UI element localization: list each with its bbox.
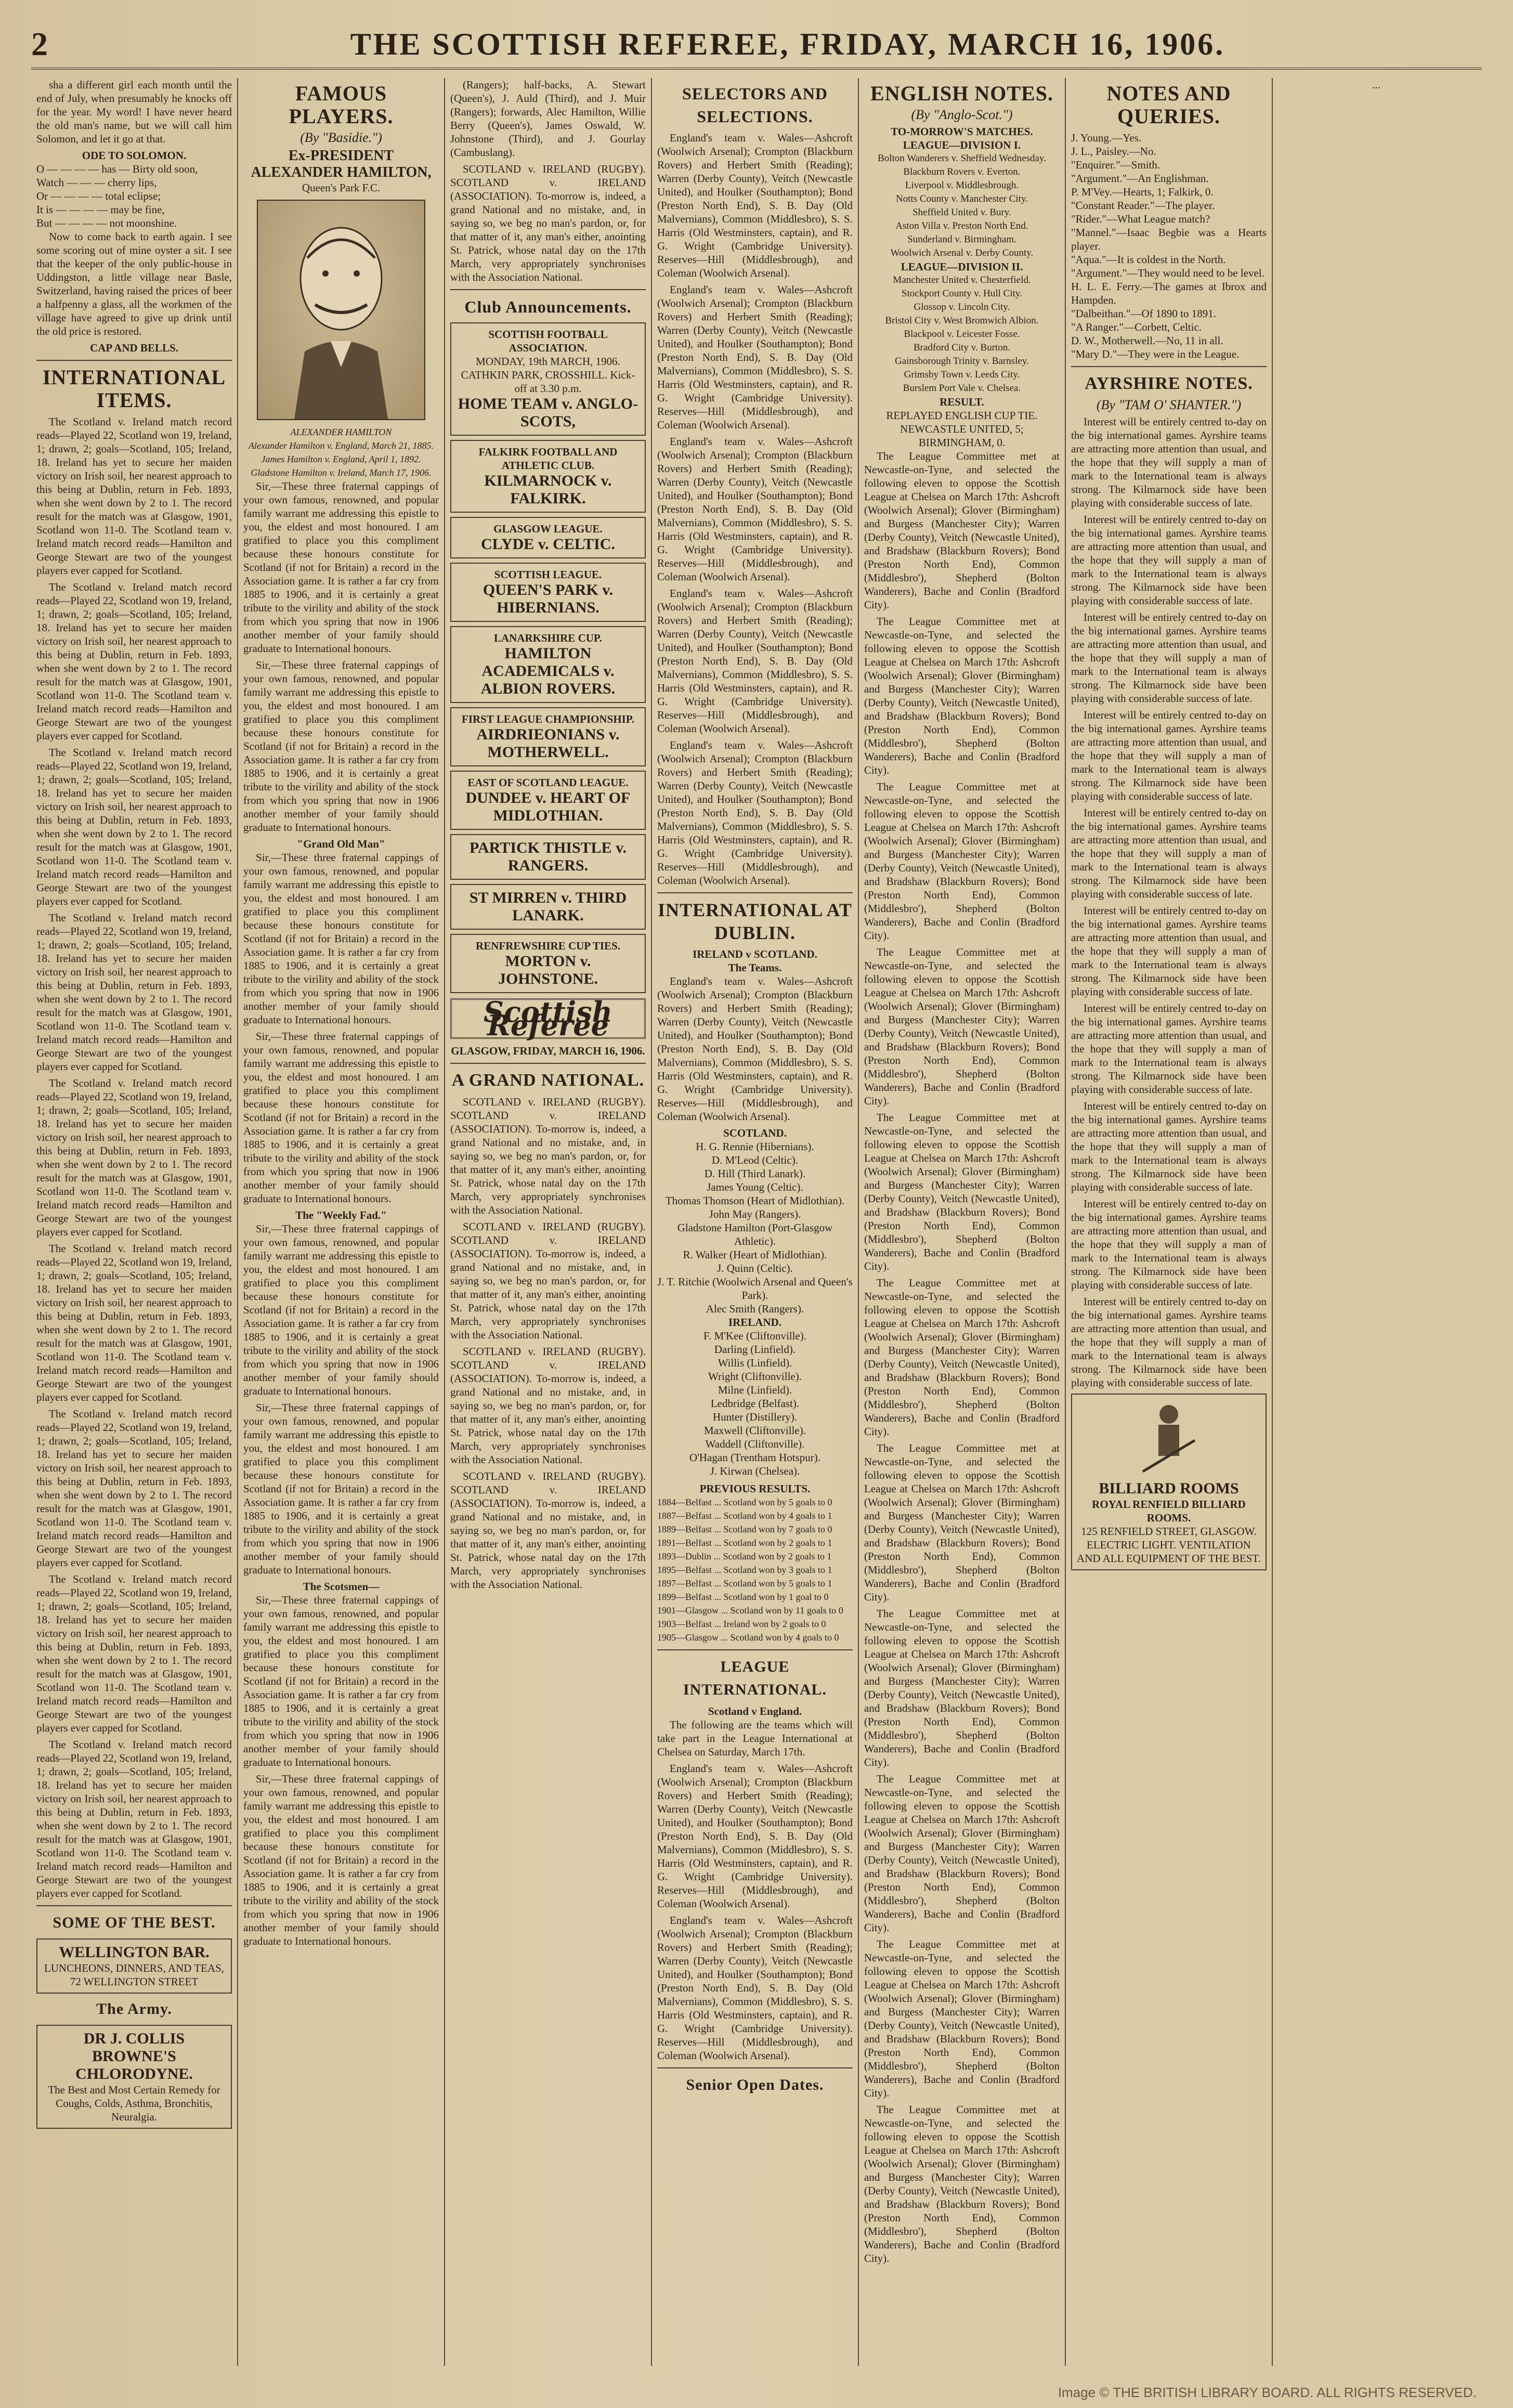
divider	[36, 1905, 232, 1906]
org-name: FALKIRK FOOTBALL AND ATHLETIC CLUB.	[478, 446, 618, 472]
article-text: The League Committee met at Newcastle-on-Tyne, and selected the following eleven to oppose the Scottish League at Chelsea on March 17th: Ashcroft (Woolwich Arsenal); Glover (Birmingham) and Burgess (Manchester City); Warren (Derby County), Veitch (Newcastle United), and Bradshaw (Blackburn Rovers); Bond (Preston North End), Common (Middlesbro'), Shepherd (Bolton Wanderers), Bache and Conlin (Bradford City).	[864, 1111, 1060, 1272]
divider	[450, 1063, 646, 1064]
article-text: Sir,—These three fraternal cappings of your own famous, renowned, and popular family warrant me addressing this epistle to you, the eldest and most honoured. I am gratified to place you this compliment because these honours constitute for Scotland (if not for Britain) a record in the Association game. It is rather a far cry from 1885 to 1906, and it is certainly a great tribute to the virility and ability of the stock from which you spring that now in 1906 another member of your family should graduate to International honours.	[243, 480, 439, 655]
team-member: Gladstone Hamilton (Port-Glasgow Athletic).	[677, 1221, 833, 1247]
fixture: Manchester United v. Chesterfield.	[893, 275, 1031, 285]
team-member: Ledbridge (Belfast).	[710, 1397, 800, 1410]
article-text: The League Committee met at Newcastle-on-Tyne, and selected the following eleven to oppose the Scottish League at Chelsea on March 17th: Ashcroft (Woolwich Arsenal); Glover (Birmingham) and Burgess (Manchester City); Warren (Derby County), Veitch (Newcastle United), and Bradshaw (Blackburn Rovers); Bond (Preston North End), Common (Middlesbro'), Shepherd (Bolton Wanderers), Bache and Conlin (Bradford City).	[864, 946, 1060, 1107]
ad-text: 125 RENFIELD STREET, GLASGOW. ELECTRIC LIGHT. VENTILATION AND ALL EQUIPMENT OF THE BEST.	[1077, 1525, 1261, 1565]
article-text: Sir,—These three fraternal cappings of your own famous, renowned, and popular family warrant me addressing this epistle to you, the eldest and most honoured. I am gratified to place you this compliment because these honours constitute for Scotland (if not for Britain) a record in the Association game. It is rather a far cry from 1885 to 1906, and it is certainly a great tribute to the virility and ability of the stock from which you spring that now in 1906 another member of your family should graduate to International honours.	[243, 851, 439, 1026]
article-text: SCOTLAND v. IRELAND (RUGBY). SCOTLAND v. IRELAND (ASSOCIATION). To-morrow is, indeed, a grand National and no mistake, and, in saying so, we beg no man's pardon, or, for that matter of it, any man's either, anointing St. Patrick, whose natal day on the 17th March, very appropriately synchronises with the Association National.	[450, 1096, 646, 1216]
result-row: 1901—Glasgow ... Scotland won by 11 goals to 0	[657, 1605, 843, 1616]
match-title: HAMILTON ACADEMICALS v. ALBION ROVERS.	[480, 645, 616, 697]
team-label: SCOTLAND.	[723, 1127, 787, 1139]
query-item: "Rider."—What League match?	[1071, 213, 1210, 225]
result-row: 1891—Belfast ... Scotland won by 2 goals to 1	[657, 1538, 832, 1548]
article-text: Sir,—These three fraternal cappings of your own famous, renowned, and popular family warrant me addressing this epistle to you, the eldest and most honoured. I am gratified to place you this compliment because these honours constitute for Scotland (if not for Britain) a record in the Association game. It is rather a far cry from 1885 to 1906, and it is certainly a great tribute to the virility and ability of the stock from which you spring that now in 1906 another member of your family should graduate to International honours.	[243, 1222, 439, 1397]
advertisement	[36, 2025, 232, 2129]
column-2	[238, 78, 445, 2366]
masthead	[31, 21, 1482, 70]
result-row: 1887—Belfast ... Scotland won by 4 goals to 1	[657, 1511, 832, 1521]
article-text: Sir,—These three fraternal cappings of your own famous, renowned, and popular family warrant me addressing this epistle to you, the eldest and most honoured. I am gratified to place you this compliment because these honours constitute for Scotland (if not for Britain) a record in the Association game. It is rather a far cry from 1885 to 1906, and it is certainly a great tribute to the virility and ability of the stock from which you spring that now in 1906 another member of your family should graduate to International honours.	[243, 1773, 439, 1947]
ode-line: But — — — — not moonshine.	[36, 217, 177, 229]
article-text: The League Committee met at Newcastle-on-Tyne, and selected the following eleven to oppose the Scottish League at Chelsea on March 17th: Ashcroft (Woolwich Arsenal); Glover (Birmingham) and Burgess (Manchester City); Warren (Derby County), Veitch (Newcastle United), and Bradshaw (Blackburn Rovers); Bond (Preston North End), Common (Middlesbro'), Shepherd (Bolton Wanderers), Bache and Conlin (Bradford City).	[864, 1938, 1060, 2099]
match-title: PARTICK THISTLE v. RANGERS.	[469, 839, 627, 874]
column-4	[652, 78, 859, 2366]
article-text: Sir,—These three fraternal cappings of your own famous, renowned, and popular family warrant me addressing this epistle to you, the eldest and most honoured. I am gratified to place you this compliment because these honours constitute for Scotland (if not for Britain) a record in the Association game. It is rather a far cry from 1885 to 1906, and it is certainly a great tribute to the virility and ability of the stock from which you spring that now in 1906 another member of your family should graduate to International honours.	[243, 1401, 439, 1576]
team-member: Willis (Linfield).	[718, 1357, 792, 1369]
match-title: CLYDE v. CELTIC.	[481, 536, 615, 553]
result-row: 1893—Dublin ... Scotland won by 2 goals to 1	[657, 1551, 832, 1561]
match-title: ST MIRREN v. THIRD LANARK.	[469, 889, 627, 924]
team-member: H. G. Rennie (Hibernians).	[696, 1140, 814, 1153]
match-title: HOME TEAM v. ANGLO-SCOTS,	[458, 395, 638, 430]
article-text: The League Committee met at Newcastle-on-Tyne, and selected the following eleven to oppose the Scottish League at Chelsea on March 17th: Ashcroft (Woolwich Arsenal); Glover (Birmingham) and Burgess (Manchester City); Warren (Derby County), Veitch (Newcastle United), and Bradshaw (Blackburn Rovers); Bond (Preston North End), Common (Middlesbro'), Shepherd (Bolton Wanderers), Bache and Conlin (Bradford City).	[864, 1442, 1060, 1603]
ode-line: It is — — — — may be fine,	[36, 203, 165, 216]
fixture: Grimsby Town v. Leeds City.	[904, 369, 1020, 380]
ad-title: DR J. COLLIS BROWNE'S CHLORODYNE.	[75, 2030, 193, 2082]
fixture: Blackpool v. Leicester Fosse.	[904, 329, 1020, 340]
advertisement	[36, 1938, 232, 1994]
article-text: The Scotland v. Ireland match record reads—Played 22, Scotland won 19, Ireland, 1; drawn, 2; goals—Scotland, 105; Ireland, 18. Ireland has yet to secure her maiden victory on Irish soil, her nearest approach to this being at Dublin, return in Feb. 1893, when she went down by 2 to 1. The record result for the match was at Glasgow, 1901, Scotland won 11-0. The Scotland team v. Ireland match record reads—Hamilton and George Stewart are two of the youngest players ever capped for Scotland.	[36, 1077, 232, 1238]
section-heading: A GRAND NATIONAL.	[451, 1071, 645, 1090]
team-member: Darling (Linfield).	[714, 1343, 796, 1356]
signoff: CAP AND BELLS.	[90, 342, 178, 354]
column-spill: ...	[1372, 79, 1380, 91]
paragraph: Now to come back to earth again. I see some scoring out of mine oyster a sit. I see that the keeper of the only public-house in Uddingston, a little village near Basle, Switzerland, having raised the prices of beer a halfpenny a glass, all the workmen of the village have agreed to give up drink until the old price is restored.	[36, 230, 232, 337]
article-text: England's team v. Wales—Ashcroft (Woolwich Arsenal); Crompton (Blackburn Rovers) and Herbert Smith (Reading); Warren (Derby County), Veitch (Newcastle United), and Houlker (Southampton); Bond (Preston North End), S. B. Day (Old Malvernians), Common (Middlesbro), S. S. Harris (Old Westminsters, captain), and R. G. Wright (Cambridge University). Reserves—Hill (Middlesbrough), and Coleman (Woolwich Arsenal).	[657, 1914, 853, 2062]
dateline: GLASGOW, FRIDAY, MARCH 16, 1906.	[451, 1045, 645, 1057]
article-text: Interest will be entirely centred to-day on the big international games. Ayrshire teams are attracting more attention than usual, and the hope that they will supply a man of mark to the International team is always strong. The Kilmarnock side have been playing with considerable success of late.	[1071, 1198, 1267, 1291]
fixture: Bradford City v. Burton.	[913, 342, 1011, 353]
article-text: The Scotland v. Ireland match record reads—Played 22, Scotland won 19, Ireland, 1; drawn, 2; goals—Scotland, 105; Ireland, 18. Ireland has yet to secure her maiden victory on Irish soil, her nearest approach to this being at Dublin, return in Feb. 1893, when she went down by 2 to 1. The record result for the match was at Glasgow, 1901, Scotland won 11-0. The Scotland team v. Ireland match record reads—Hamilton and George Stewart are two of the youngest players ever capped for Scotland.	[36, 1573, 232, 1734]
query-item: "Argument."—An Englishman.	[1071, 172, 1209, 185]
article-text: Interest will be entirely centred to-day on the big international games. Ayrshire teams are attracting more attention than usual, and the hope that they will supply a man of mark to the International team is always strong. The Kilmarnock side have been playing with considerable success of late.	[1071, 806, 1267, 900]
query-item: "Mannel."—Isaac Begbie was a Hearts player.	[1071, 226, 1267, 252]
fixture: Woolwich Arsenal v. Derby County.	[890, 248, 1034, 258]
divider	[450, 289, 646, 290]
org-name: FIRST LEAGUE CHAMPIONSHIP.	[462, 713, 634, 725]
team-member: John May (Rangers).	[709, 1208, 801, 1220]
section-heading: INTERNATIONAL AT DUBLIN.	[658, 900, 852, 943]
query-item: P. M'Vey.—Hearts, 1; Falkirk, 0.	[1071, 186, 1214, 198]
article-text: The Scotland v. Ireland match record reads—Played 22, Scotland won 19, Ireland, 1; drawn, 2; goals—Scotland, 105; Ireland, 18. Ireland has yet to secure her maiden victory on Irish soil, her nearest approach to this being at Dublin, return in Feb. 1893, when she went down by 2 to 1. The record result for the match was at Glasgow, 1901, Scotland won 11-0. The Scotland team v. Ireland match record reads—Hamilton and George Stewart are two of the youngest players ever capped for Scotland.	[36, 912, 232, 1073]
query-item: "Aqua."—It is coldest in the North.	[1071, 253, 1226, 266]
subheading: PREVIOUS RESULTS.	[699, 1482, 811, 1495]
club-name: Queen's Park F.C.	[302, 181, 381, 194]
query-item: "Mary D."—They were in the League.	[1071, 348, 1240, 360]
club-announcement	[450, 771, 646, 830]
article-text: The League Committee met at Newcastle-on-Tyne, and selected the following eleven to oppose the Scottish League at Chelsea on March 17th: Ashcroft (Woolwich Arsenal); Glover (Birmingham) and Burgess (Manchester City); Warren (Derby County), Veitch (Newcastle United), and Bradshaw (Blackburn Rovers); Bond (Preston North End), Common (Middlesbro'), Shepherd (Bolton Wanderers), Bache and Conlin (Bradford City).	[864, 1277, 1060, 1438]
subheading: LEAGUE—DIVISION II.	[901, 261, 1023, 273]
fixture: Notts County v. Manchester City.	[895, 193, 1028, 204]
section-heading: NOTES AND QUERIES.	[1106, 82, 1231, 128]
query-item: "Enquirer."—Smith.	[1071, 159, 1160, 171]
article-text: The League Committee met at Newcastle-on-Tyne, and selected the following eleven to oppose the Scottish League at Chelsea on March 17th: Ashcroft (Woolwich Arsenal); Glover (Birmingham) and Burgess (Manchester City); Warren (Derby County), Veitch (Newcastle United), and Bradshaw (Blackburn Rovers); Bond (Preston North End), Common (Middlesbro'), Shepherd (Bolton Wanderers), Bache and Conlin (Bradford City).	[864, 780, 1060, 942]
team-member: Wright (Cliftonville).	[708, 1370, 802, 1383]
subheading: The Teams.	[728, 961, 782, 974]
article-text: The following are the teams which will take part in the League International at Chelsea on Saturday, March 17th.	[657, 1719, 853, 1758]
divider	[36, 360, 232, 361]
match-detail: MONDAY, 19th MARCH, 1906. CATHKIN PARK, CROSSHILL. Kick-off at 3.30 p.m.	[461, 355, 635, 395]
ode-title: ODE TO SOLOMON.	[82, 149, 187, 162]
section-heading: ENGLISH NOTES.	[870, 82, 1053, 105]
result-row: 1905—Glasgow ... Scotland won by 4 goals to 0	[657, 1632, 839, 1643]
portrait-label: ALEXANDER HAMILTON	[290, 427, 392, 437]
article-text: The League Committee met at Newcastle-on-Tyne, and selected the following eleven to oppose the Scottish League at Chelsea on March 17th: Ashcroft (Woolwich Arsenal); Glover (Birmingham) and Burgess (Manchester City); Warren (Derby County), Veitch (Newcastle United), and Bradshaw (Blackburn Rovers); Bond (Preston North End), Common (Middlesbro'), Shepherd (Bolton Wanderers), Bache and Conlin (Bradford City).	[864, 2103, 1060, 2264]
fixture: Blackburn Rovers v. Everton.	[903, 166, 1021, 177]
page-number: 2	[31, 25, 48, 62]
team-member: J. Quinn (Celtic).	[717, 1262, 793, 1274]
column-7	[1273, 78, 1480, 2366]
subheading: "Grand Old Man"	[297, 838, 385, 850]
match-title: KILMARNOCK v. FALKIRK.	[484, 472, 612, 507]
article-text: (Rangers); half-backs, A. Stewart (Queen's), J. Auld (Third), and J. Muir (Rangers); forwards, Alec Hamilton, Willie Berry (Queen's), James Oswald, W. Johnstone (Third), and J. Gourlay (Cambuslang).	[450, 79, 646, 159]
team-member: James Young (Celtic).	[707, 1181, 803, 1193]
article-text: SCOTLAND v. IRELAND (RUGBY). SCOTLAND v. IRELAND (ASSOCIATION). To-morrow is, indeed, a grand National and no mistake, and, in saying so, we beg no man's pardon, or, for that matter of it, any man's either, anointing St. Patrick, whose natal day on the 17th March, very appropriately synchronises with the Association National.	[450, 1470, 646, 1591]
section-heading: LEAGUE INTERNATIONAL.	[683, 1658, 827, 1698]
club-announcement	[450, 934, 646, 993]
query-item: "A Ranger."—Corbett, Celtic.	[1071, 321, 1202, 333]
section-heading: SELECTORS AND SELECTIONS.	[682, 84, 828, 126]
article-text: The Scotland v. Ireland match record reads—Played 22, Scotland won 19, Ireland, 1; drawn, 2; goals—Scotland, 105; Ireland, 18. Ireland has yet to secure her maiden victory on Irish soil, her nearest approach to this being at Dublin, return in Feb. 1893, when she went down by 2 to 1. The record result for the match was at Glasgow, 1901, Scotland won 11-0. The Scotland team v. Ireland match record reads—Hamilton and George Stewart are two of the youngest players ever capped for Scotland.	[36, 746, 232, 907]
team-member: D. M'Leod (Celtic).	[712, 1154, 798, 1166]
article-text: SCOTLAND v. IRELAND (RUGBY). SCOTLAND v. IRELAND (ASSOCIATION). To-morrow is, indeed, a grand National and no mistake, and, in saying so, we beg no man's pardon, or, for that matter of it, any man's either, anointing St. Patrick, whose natal day on the 17th March, very appropriately synchronises with the Association National.	[450, 1345, 646, 1466]
team-member: J. T. Ritchie (Woolwich Arsenal and Queen's Park).	[657, 1275, 853, 1301]
fixture: Bolton Wanderers v. Sheffield Wednesday.	[878, 153, 1046, 164]
divider	[657, 1649, 853, 1650]
team-member: Alec Smith (Rangers).	[706, 1303, 804, 1315]
article-text: Sir,—These three fraternal cappings of your own famous, renowned, and popular family warrant me addressing this epistle to you, the eldest and most honoured. I am gratified to place you this compliment because these honours constitute for Scotland (if not for Britain) a record in the Association game. It is rather a far cry from 1885 to 1906, and it is certainly a great tribute to the virility and ability of the stock from which you spring that now in 1906 another member of your family should graduate to International honours.	[243, 1594, 439, 1768]
byline: (By "Anglo-Scot.")	[911, 107, 1013, 122]
subheading: LEAGUE—DIVISION I.	[903, 139, 1021, 151]
article-text: The League Committee met at Newcastle-on-Tyne, and selected the following eleven to oppose the Scottish League at Chelsea on March 17th: Ashcroft (Woolwich Arsenal); Glover (Birmingham) and Burgess (Manchester City); Warren (Derby County), Veitch (Newcastle United), and Bradshaw (Blackburn Rovers); Bond (Preston North End), Common (Middlesbro'), Shepherd (Bolton Wanderers), Bache and Conlin (Bradford City).	[864, 450, 1060, 611]
result-row: 1897—Belfast ... Scotland won by 5 goals to 1	[657, 1578, 832, 1589]
divider	[657, 2067, 853, 2068]
team-member: D. Hill (Third Lanark).	[704, 1167, 806, 1180]
match-title: AIRDRIEONIANS v. MOTHERWELL.	[476, 726, 620, 761]
article-text: England's team v. Wales—Ashcroft (Woolwich Arsenal); Crompton (Blackburn Rovers) and Herbert Smith (Reading); Warren (Derby County), Veitch (Newcastle United), and Houlker (Southampton); Bond (Preston North End), S. B. Day (Old Malvernians), Common (Middlesbro), S. S. Harris (Old Westminsters, captain), and R. G. Wright (Cambridge University). Reserves—Hill (Middlesbrough), and Coleman (Woolwich Arsenal).	[657, 1762, 853, 1910]
section-heading: INTERNATIONAL ITEMS.	[42, 366, 226, 412]
opening-paragraph: sha a different girl each month until the end of July, when presumably he knocks off for the year. My word! I have never heard the old man's name, but we will call him Solomon, and let it go at that.	[36, 79, 232, 145]
club-announcement	[450, 517, 646, 558]
subheading: RESULT.	[940, 396, 984, 408]
article-text: The Scotland v. Ireland match record reads—Played 22, Scotland won 19, Ireland, 1; drawn, 2; goals—Scotland, 105; Ireland, 18. Ireland has yet to secure her maiden victory on Irish soil, her nearest approach to this being at Dublin, return in Feb. 1893, when she went down by 2 to 1. The record result for the match was at Glasgow, 1901, Scotland won 11-0. The Scotland team v. Ireland match record reads—Hamilton and George Stewart are two of the youngest players ever capped for Scotland.	[36, 1738, 232, 1899]
ad-title: BILLIARD ROOMS	[1099, 1480, 1239, 1497]
fixture: Glossop v. Lincoln City.	[914, 302, 1010, 313]
column-3	[445, 78, 652, 2366]
club-announcement	[450, 707, 646, 766]
fixture: Sunderland v. Birmingham.	[907, 234, 1016, 245]
result-row: 1899—Belfast ... Scotland won by 1 goal to 0	[657, 1592, 829, 1602]
team-member: Hunter (Distillery).	[712, 1411, 798, 1423]
fixture: Aston Villa v. Preston North End.	[895, 220, 1028, 231]
org-name: RENFREWSHIRE CUP TIES.	[476, 940, 620, 952]
club-announcement	[450, 626, 646, 703]
column-5	[859, 78, 1066, 2366]
article-text: Interest will be entirely centred to-day on the big international games. Ayrshire teams are attracting more attention than usual, and the hope that they will supply a man of mark to the International team is always strong. The Kilmarnock side have been playing with considerable success of late.	[1071, 513, 1267, 607]
subheading: IRELAND v SCOTLAND.	[693, 948, 817, 960]
org-name: LANARKSHIRE CUP.	[493, 632, 603, 644]
article-text: England's team v. Wales—Ashcroft (Woolwich Arsenal); Crompton (Blackburn Rovers) and Herbert Smith (Reading); Warren (Derby County), Veitch (Newcastle United), and Houlker (Southampton); Bond (Preston North End), S. B. Day (Old Malvernians), Common (Middlesbro), S. S. Harris (Old Westminsters, captain), and R. G. Wright (Cambridge University). Reserves—Hill (Middlesbrough), and Coleman (Woolwich Arsenal).	[657, 132, 853, 279]
fixture: Sheffield United v. Bury.	[912, 207, 1011, 218]
fixture: Bristol City v. West Bromwich Albion.	[885, 315, 1039, 326]
club-announcement	[450, 884, 646, 930]
team-member: O'Hagan (Trentham Hotspur).	[689, 1451, 821, 1464]
article-text: England's team v. Wales—Ashcroft (Woolwich Arsenal); Crompton (Blackburn Rovers) and Herbert Smith (Reading); Warren (Derby County), Veitch (Newcastle United), and Houlker (Southampton); Bond (Preston North End), S. B. Day (Old Malvernians), Common (Middlesbro), S. S. Harris (Old Westminsters, captain), and R. G. Wright (Cambridge University). Reserves—Hill (Middlesbrough), and Coleman (Woolwich Arsenal).	[657, 283, 853, 431]
section-heading: The Army.	[96, 2000, 172, 2017]
section-heading: SOME OF THE BEST.	[53, 1914, 216, 1931]
article-text: The League Committee met at Newcastle-on-Tyne, and selected the following eleven to oppose the Scottish League at Chelsea on March 17th: Ashcroft (Woolwich Arsenal); Glover (Birmingham) and Burgess (Manchester City); Warren (Derby County), Veitch (Newcastle United), and Bradshaw (Blackburn Rovers); Bond (Preston North End), Common (Middlesbro'), Shepherd (Bolton Wanderers), Bache and Conlin (Bradford City).	[864, 1773, 1060, 1934]
article-text: England's team v. Wales—Ashcroft (Woolwich Arsenal); Crompton (Blackburn Rovers) and Herbert Smith (Reading); Warren (Derby County), Veitch (Newcastle United), and Houlker (Southampton); Bond (Preston North End), S. B. Day (Old Malvernians), Common (Middlesbro), S. S. Harris (Old Westminsters, captain), and R. G. Wright (Cambridge University). Reserves—Hill (Middlesbrough), and Coleman (Woolwich Arsenal).	[657, 975, 853, 1123]
article-text: The League Committee met at Newcastle-on-Tyne, and selected the following eleven to oppose the Scottish League at Chelsea on March 17th: Ashcroft (Woolwich Arsenal); Glover (Birmingham) and Burgess (Manchester City); Warren (Derby County), Veitch (Newcastle United), and Bradshaw (Blackburn Rovers); Bond (Preston North End), Common (Middlesbro'), Shepherd (Bolton Wanderers), Bache and Conlin (Bradford City).	[864, 1607, 1060, 1768]
team-member: Milne (Linfield).	[718, 1384, 792, 1396]
article-text: SCOTLAND v. IRELAND (RUGBY). SCOTLAND v. IRELAND (ASSOCIATION). To-morrow is, indeed, a grand National and no mistake, and, in saying so, we beg no man's pardon, or, for that matter of it, any man's either, anointing St. Patrick, whose natal day on the 17th March, very appropriately synchronises with the Association National.	[450, 1220, 646, 1341]
query-item: D. W., Motherwell.—No, 11 in all.	[1071, 334, 1223, 347]
paper-logo: Scottish Referee	[450, 998, 646, 1039]
subheading: The Scotsmen—	[303, 1580, 380, 1593]
club-announcement	[450, 834, 646, 880]
fixture: Burslem Port Vale v. Chelsea.	[903, 383, 1021, 394]
section-heading: Senior Open Dates.	[686, 2076, 824, 2093]
org-name: SCOTTISH FOOTBALL ASSOCIATION.	[488, 328, 608, 354]
article-text: England's team v. Wales—Ashcroft (Woolwich Arsenal); Crompton (Blackburn Rovers) and Herbert Smith (Reading); Warren (Derby County), Veitch (Newcastle United), and Houlker (Southampton); Bond (Preston North End), S. B. Day (Old Malvernians), Common (Middlesbro), S. S. Harris (Old Westminsters, captain), and R. G. Wright (Cambridge University). Reserves—Hill (Middlesbrough), and Coleman (Woolwich Arsenal).	[657, 739, 853, 887]
result-row: 1903—Belfast ... Ireland won by 2 goals to 0	[657, 1619, 826, 1629]
article-text: SCOTLAND v. IRELAND (RUGBY). SCOTLAND v. IRELAND (ASSOCIATION). To-morrow is, indeed, a grand National and no mistake, and, in saying so, we beg no man's pardon, or, for that matter of it, any man's either, anointing St. Patrick, whose natal day on the 17th March, very appropriately synchronises with the Association National.	[450, 163, 646, 283]
fixture: Stockport County v. Hull City.	[902, 288, 1022, 299]
result-text: REPLAYED ENGLISH CUP TIE. NEWCASTLE UNITED, 5; BIRMINGHAM, 0.	[886, 409, 1038, 449]
result-row: 1889—Belfast ... Scotland won by 7 goals to 0	[657, 1524, 832, 1534]
column-1	[31, 78, 238, 2366]
article-text: Interest will be entirely centred to-day on the big international games. Ayrshire teams are attracting more attention than usual, and the hope that they will supply a man of mark to the International team is always strong. The Kilmarnock side have been playing with considerable success of late.	[1071, 709, 1267, 802]
subheading: TO-MORROW'S MATCHES.	[891, 125, 1033, 138]
ad-title: WELLINGTON BAR.	[59, 1944, 210, 1961]
byline: (By "TAM O' SHANTER.")	[1096, 397, 1242, 412]
result-row: 1895—Belfast ... Scotland won by 3 goals to 1	[657, 1565, 832, 1575]
portrait-caption: Alexander Hamilton v. England, March 21, 1885. James Hamilton v. England, April 1, 1892. Gladstone Hamilton v. Ireland, March 17, 1906.	[249, 440, 434, 478]
result-row: 1884—Belfast ... Scotland won by 5 goals to 0	[657, 1497, 832, 1507]
subject-name: Ex-PRESIDENT ALEXANDER HAMILTON,	[251, 148, 432, 180]
team-member: Thomas Thomson (Heart of Midlothian).	[665, 1194, 845, 1207]
org-name: SCOTTISH LEAGUE.	[494, 568, 602, 581]
club-announcement	[450, 440, 646, 513]
article-text: The League Committee met at Newcastle-on-Tyne, and selected the following eleven to oppose the Scottish League at Chelsea on March 17th: Ashcroft (Woolwich Arsenal); Glover (Birmingham) and Burgess (Manchester City); Warren (Derby County), Veitch (Newcastle United), and Bradshaw (Blackburn Rovers); Bond (Preston North End), Common (Middlesbro'), Shepherd (Bolton Wanderers), Bache and Conlin (Bradford City).	[864, 615, 1060, 776]
divider	[1071, 366, 1267, 367]
newspaper-title: THE SCOTTISH REFEREE, FRIDAY, MARCH 16, 1906.	[350, 27, 1225, 61]
ode-line: Or — — — — total eclipse;	[36, 190, 161, 202]
team-member: Maxwell (Cliftonville).	[704, 1424, 806, 1437]
query-item: J. L., Paisley.—No.	[1071, 145, 1156, 158]
section-heading: AYRSHIRE NOTES.	[1085, 374, 1253, 393]
team-member: Waddell (Cliftonville).	[705, 1438, 805, 1450]
article-text: The Scotland v. Ireland match record reads—Played 22, Scotland won 19, Ireland, 1; drawn, 2; goals—Scotland, 105; Ireland, 18. Ireland has yet to secure her maiden victory on Irish soil, her nearest approach to this being at Dublin, return in Feb. 1893, when she went down by 2 to 1. The record result for the match was at Glasgow, 1901, Scotland won 11-0. The Scotland team v. Ireland match record reads—Hamilton and George Stewart are two of the youngest players ever capped for Scotland.	[36, 415, 232, 577]
ode-line: Watch — — — cherry lips,	[36, 176, 157, 189]
article-text: Interest will be entirely centred to-day on the big international games. Ayrshire teams are attracting more attention than usual, and the hope that they will supply a man of mark to the International team is always strong. The Kilmarnock side have been playing with considerable success of late.	[1071, 1002, 1267, 1096]
match-title: DUNDEE v. HEART OF MIDLOTHIAN.	[465, 789, 631, 824]
copyright-notice: Image © THE BRITISH LIBRARY BOARD. ALL RIGHTS RESERVED.	[1058, 2385, 1477, 2400]
billiard-advertisement	[1071, 1394, 1267, 1570]
article-text: Interest will be entirely centred to-day on the big international games. Ayrshire teams are attracting more attention than usual, and the hope that they will supply a man of mark to the International team is always strong. The Kilmarnock side have been playing with considerable success of late.	[1071, 1100, 1267, 1193]
match-title: QUEEN'S PARK v. HIBERNIANS.	[482, 581, 614, 616]
article-text: Interest will be entirely centred to-day on the big international games. Ayrshire teams are attracting more attention than usual, and the hope that they will supply a man of mark to the International team is always strong. The Kilmarnock side have been playing with considerable success of late.	[1071, 1295, 1267, 1389]
fixture: Gainsborough Trinity v. Barnsley.	[895, 356, 1029, 367]
subheading: Scotland v England.	[708, 1705, 802, 1717]
section-heading: FAMOUS PLAYERS.	[289, 82, 394, 128]
article-text: England's team v. Wales—Ashcroft (Woolwich Arsenal); Crompton (Blackburn Rovers) and Herbert Smith (Reading); Warren (Derby County), Veitch (Newcastle United), and Houlker (Southampton); Bond (Preston North End), S. B. Day (Old Malvernians), Common (Middlesbro), S. S. Harris (Old Westminsters, captain), and R. G. Wright (Cambridge University). Reserves—Hill (Middlesbrough), and Coleman (Woolwich Arsenal).	[657, 435, 853, 583]
team-label: IRELAND.	[728, 1316, 782, 1329]
article-text: Interest will be entirely centred to-day on the big international games. Ayrshire teams are attracting more attention than usual, and the hope that they will supply a man of mark to the International team is always strong. The Kilmarnock side have been playing with considerable success of late.	[1071, 611, 1267, 705]
ad-text: The Best and Most Certain Remedy for Coughs, Colds, Asthma, Bronchitis, Neuralgia.	[48, 2084, 220, 2123]
query-item: "Argument."—They would need to be level.	[1071, 267, 1264, 279]
article-text: Interest will be entirely centred to-day on the big international games. Ayrshire teams are attracting more attention than usual, and the hope that they will supply a man of mark to the International team is always strong. The Kilmarnock side have been playing with considerable success of late.	[1071, 904, 1267, 998]
byline: (By "Basidie.")	[300, 130, 382, 145]
portrait-svg	[258, 201, 424, 419]
article-text: England's team v. Wales—Ashcroft (Woolwich Arsenal); Crompton (Blackburn Rovers) and Herbert Smith (Reading); Warren (Derby County), Veitch (Newcastle United), and Houlker (Southampton); Bond (Preston North End), S. B. Day (Old Malvernians), Common (Middlesbro), S. S. Harris (Old Westminsters, captain), and R. G. Wright (Cambridge University). Reserves—Hill (Middlesbrough), and Coleman (Woolwich Arsenal).	[657, 587, 853, 735]
club-announcement	[450, 563, 646, 622]
divider	[657, 892, 853, 893]
article-text: The Scotland v. Ireland match record reads—Played 22, Scotland won 19, Ireland, 1; drawn, 2; goals—Scotland, 105; Ireland, 18. Ireland has yet to secure her maiden victory on Irish soil, her nearest approach to this being at Dublin, return in Feb. 1893, when she went down by 2 to 1. The record result for the match was at Glasgow, 1901, Scotland won 11-0. The Scotland team v. Ireland match record reads—Hamilton and George Stewart are two of the youngest players ever capped for Scotland.	[36, 581, 232, 742]
article-text: Sir,—These three fraternal cappings of your own famous, renowned, and popular family warrant me addressing this epistle to you, the eldest and most honoured. I am gratified to place you this compliment because these honours constitute for Scotland (if not for Britain) a record in the Association game. It is rather a far cry from 1885 to 1906, and it is certainly a great tribute to the virility and ability of the stock from which you spring that now in 1906 another member of your family should graduate to International honours.	[243, 659, 439, 834]
ad-subtitle: ROYAL RENFIELD BILLIARD ROOMS.	[1092, 1498, 1246, 1524]
article-text: Sir,—These three fraternal cappings of your own famous, renowned, and popular family warrant me addressing this epistle to you, the eldest and most honoured. I am gratified to place you this compliment because these honours constitute for Scotland (if not for Britain) a record in the Association game. It is rather a far cry from 1885 to 1906, and it is certainly a great tribute to the virility and ability of the stock from which you spring that now in 1906 another member of your family should graduate to International honours.	[243, 1030, 439, 1205]
query-item: J. Young.—Yes.	[1071, 132, 1142, 144]
org-name: GLASGOW LEAGUE.	[493, 523, 603, 535]
column-6	[1066, 78, 1273, 2366]
subheading: The "Weekly Fad."	[295, 1209, 387, 1221]
query-item: "Constant Reader."—The player.	[1071, 199, 1215, 212]
query-item: "Dalbeithan."—Of 1890 to 1891.	[1071, 307, 1217, 320]
org-name: EAST OF SCOTLAND LEAGUE.	[467, 776, 629, 789]
article-text: The Scotland v. Ireland match record reads—Played 22, Scotland won 19, Ireland, 1; drawn, 2; goals—Scotland, 105; Ireland, 18. Ireland has yet to secure her maiden victory on Irish soil, her nearest approach to this being at Dublin, return in Feb. 1893, when she went down by 2 to 1. The record result for the match was at Glasgow, 1901, Scotland won 11-0. The Scotland team v. Ireland match record reads—Hamilton and George Stewart are two of the youngest players ever capped for Scotland.	[36, 1242, 232, 1403]
team-member: J. Kirwan (Chelsea).	[710, 1465, 800, 1477]
ad-text: LUNCHEONS, DINNERS, AND TEAS, 72 WELLINGTON STREET	[44, 1962, 225, 1988]
billiard-player-illustration	[1138, 1399, 1200, 1477]
query-item: H. L. E. Ferry.—The games at Ibrox and Hampden.	[1071, 280, 1267, 306]
portrait-illustration	[257, 200, 425, 420]
columns	[31, 78, 1482, 2366]
team-member: F. M'Kee (Cliftonville).	[703, 1330, 807, 1342]
team-member: R. Walker (Heart of Midlothian).	[683, 1248, 827, 1261]
section-heading: Club Announcements.	[464, 297, 632, 316]
match-title: MORTON v. JOHNSTONE.	[498, 953, 598, 987]
ode-line: O — — — — has — Birty old soon,	[36, 163, 198, 175]
article-text: The Scotland v. Ireland match record reads—Played 22, Scotland won 19, Ireland, 1; drawn, 2; goals—Scotland, 105; Ireland, 18. Ireland has yet to secure her maiden victory on Irish soil, her nearest approach to this being at Dublin, return in Feb. 1893, when she went down by 2 to 1. The record result for the match was at Glasgow, 1901, Scotland won 11-0. The Scotland team v. Ireland match record reads—Hamilton and George Stewart are two of the youngest players ever capped for Scotland.	[36, 1408, 232, 1569]
club-announcement	[450, 322, 646, 436]
fixture: Liverpool v. Middlesbrough.	[905, 180, 1019, 191]
article-text: Interest will be entirely centred to-day on the big international games. Ayrshire teams are attracting more attention than usual, and the hope that they will supply a man of mark to the International team is always strong. The Kilmarnock side have been playing with considerable success of late.	[1071, 415, 1267, 509]
